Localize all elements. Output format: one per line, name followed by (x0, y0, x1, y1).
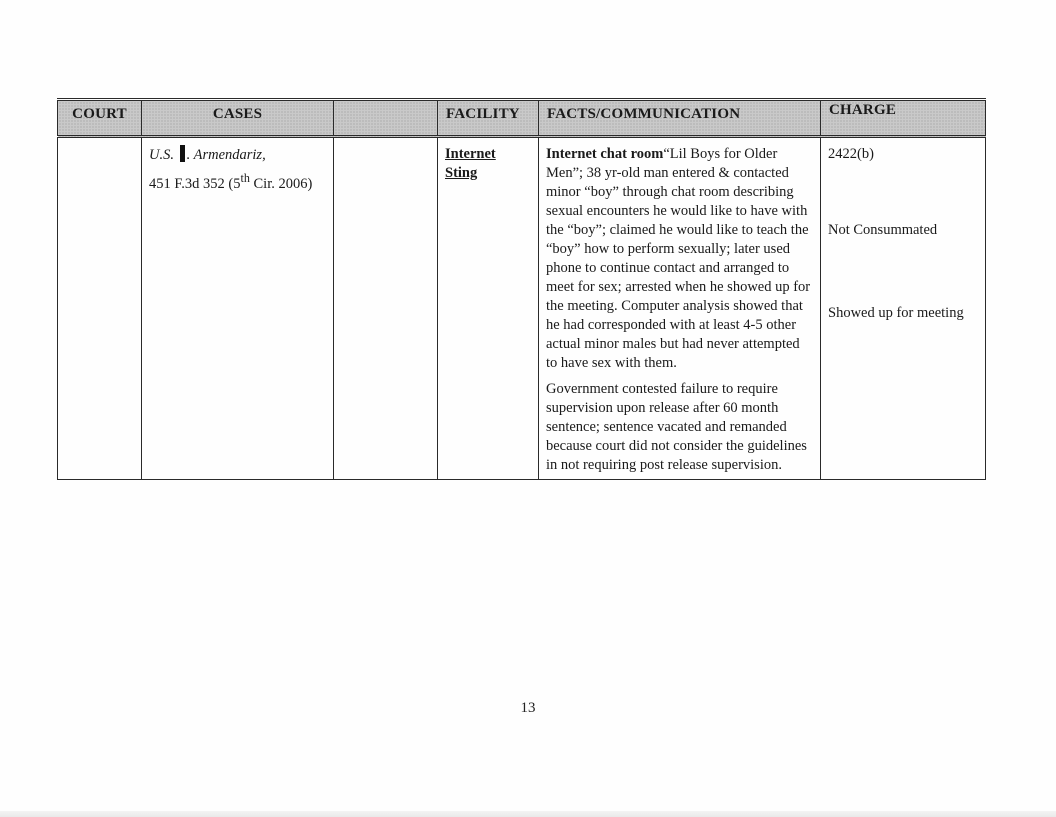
charge-item: Not Consummated (828, 222, 938, 238)
facts-paragraph-1 (546, 145, 813, 373)
citation-end: Cir. 2006) (249, 175, 313, 192)
header-charge: CHARGE (821, 100, 986, 137)
header-row (58, 100, 986, 137)
case-name-suffix: . Armendariz, (186, 147, 266, 163)
facility-label: Internet Sting (445, 146, 496, 181)
header-blank (334, 100, 438, 137)
redaction-mark (180, 145, 185, 162)
header-cases: CASES (142, 100, 334, 137)
cell-charge (821, 137, 986, 480)
facts-paragraph-2: Government contested failure to require supervision upon release after 60 month sentence; sentence vacated and remanded because court did not consider the guidelines in not requiring post release supervision. (546, 381, 807, 473)
facts-lead: Internet chat room (546, 146, 664, 162)
citation-vol: 451 F.3d 352 (5 (149, 175, 241, 192)
charge-item: 2422(b) (828, 146, 874, 162)
table-row (58, 137, 986, 480)
header-facility: FACILITY (438, 100, 539, 137)
case-citation (149, 169, 326, 194)
case-name (149, 145, 326, 165)
citation-sup: th (240, 171, 250, 185)
scan-edge (0, 811, 1056, 817)
cell-court (58, 137, 142, 480)
page-number: 13 (520, 700, 536, 716)
charge-item: Showed up for meeting (828, 305, 964, 321)
header-facts: FACTS/COMMUNICATION (539, 100, 821, 137)
facts-body-1: “Lil Boys for Older Men”; 38 yr-old man entered & contacted minor “boy” through chat room describing sexual encounters he would like to have with the “boy”; claimed he would like to teach the “boy” how to perform sexually; later used phone to continue contact and arranged to meet for sex; arrested when he showed up for the meeting. Computer analysis showed that he had corresponded with at least 4-5 other actual minor males but had never attempted to have sex with them. (546, 146, 811, 371)
cell-facility (438, 137, 539, 480)
case-name-prefix: U.S. (149, 147, 174, 163)
cell-facts (539, 137, 821, 480)
cell-cases (142, 137, 334, 480)
header-court: COURT (58, 100, 142, 137)
cell-blank (334, 137, 438, 480)
case-table (57, 98, 986, 480)
